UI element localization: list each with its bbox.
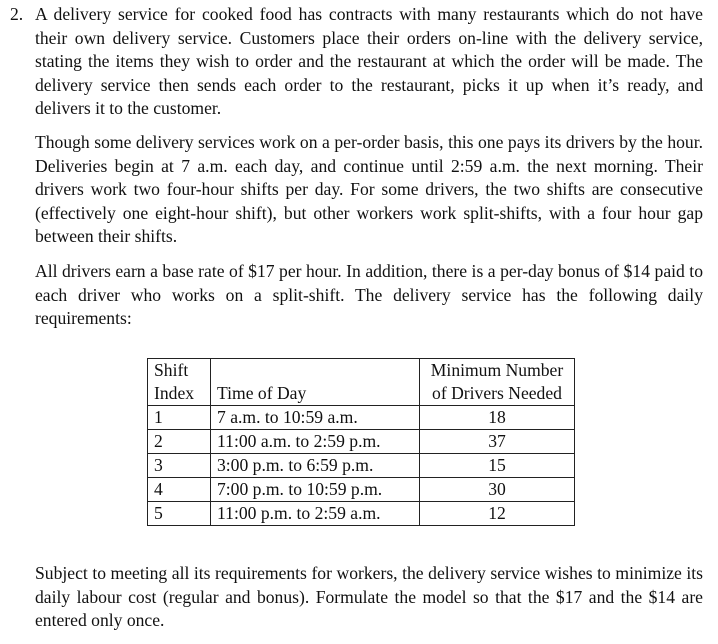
header-min-line2: of Drivers Needed [420, 382, 575, 406]
header-blank [211, 359, 420, 383]
shift-index: 3 [148, 454, 211, 478]
paragraph-intro: A delivery service for cooked food has contracts with many restaurants which do not have their own delivery service. Customers place their orders on-line with the delivery service, stating the items they wish to order and the restaurant at which the order will be made. The delivery service then sends each order to the restaurant, picks it up when it’s ready, and delivers it to the customer. [35, 4, 703, 119]
shift-time: 7:00 p.m. to 10:59 p.m. [211, 478, 420, 502]
problem-number: 2. [10, 4, 24, 24]
shift-index: 1 [148, 406, 211, 430]
table-header-row-2 [148, 382, 575, 406]
table-row [148, 502, 575, 526]
header-shift: Shift [148, 359, 211, 383]
header-index: Index [148, 382, 211, 406]
shift-min-drivers: 15 [420, 454, 575, 478]
table-row [148, 406, 575, 430]
header-min-line1: Minimum Number [420, 359, 575, 383]
shift-time: 7 a.m. to 10:59 a.m. [211, 406, 420, 430]
table-header-row-1 [148, 359, 575, 383]
table-row [148, 430, 575, 454]
shift-time: 11:00 a.m. to 2:59 p.m. [211, 430, 420, 454]
paragraph-objective: Subject to meeting all its requirements for workers, the delivery service wishes to minimize its daily labour cost (regular and bonus). Formulate the model so that the $17 and the $14 are entered only once. [35, 563, 703, 631]
table-row [148, 454, 575, 478]
shift-min-drivers: 37 [420, 430, 575, 454]
shift-min-drivers: 12 [420, 502, 575, 526]
shift-index: 5 [148, 502, 211, 526]
shift-index: 2 [148, 430, 211, 454]
shift-time: 3:00 p.m. to 6:59 p.m. [211, 454, 420, 478]
requirements-table [147, 358, 575, 526]
paragraph-rates: All drivers earn a base rate of $17 per hour. In addition, there is a per-day bonus of $14 paid to each driver who works on a split-shift. The delivery service has the following daily requirements: [35, 261, 703, 329]
shift-index: 4 [148, 478, 211, 502]
shift-min-drivers: 30 [420, 478, 575, 502]
header-time: Time of Day [211, 382, 420, 406]
shift-min-drivers: 18 [420, 406, 575, 430]
shift-time: 11:00 p.m. to 2:59 a.m. [211, 502, 420, 526]
table-row [148, 478, 575, 502]
paragraph-shifts: Though some delivery services work on a per-order basis, this one pays its drivers by the hour. Deliveries begin at 7 a.m. each day, and continue until 2:59 a.m. the next morning. Their drivers work two four-hour shifts per day. For some drivers, the two shifts are consecutive (effectively one eight-hour shift), but other workers work split-shifts, with a four hour gap between their shifts. [35, 132, 703, 247]
